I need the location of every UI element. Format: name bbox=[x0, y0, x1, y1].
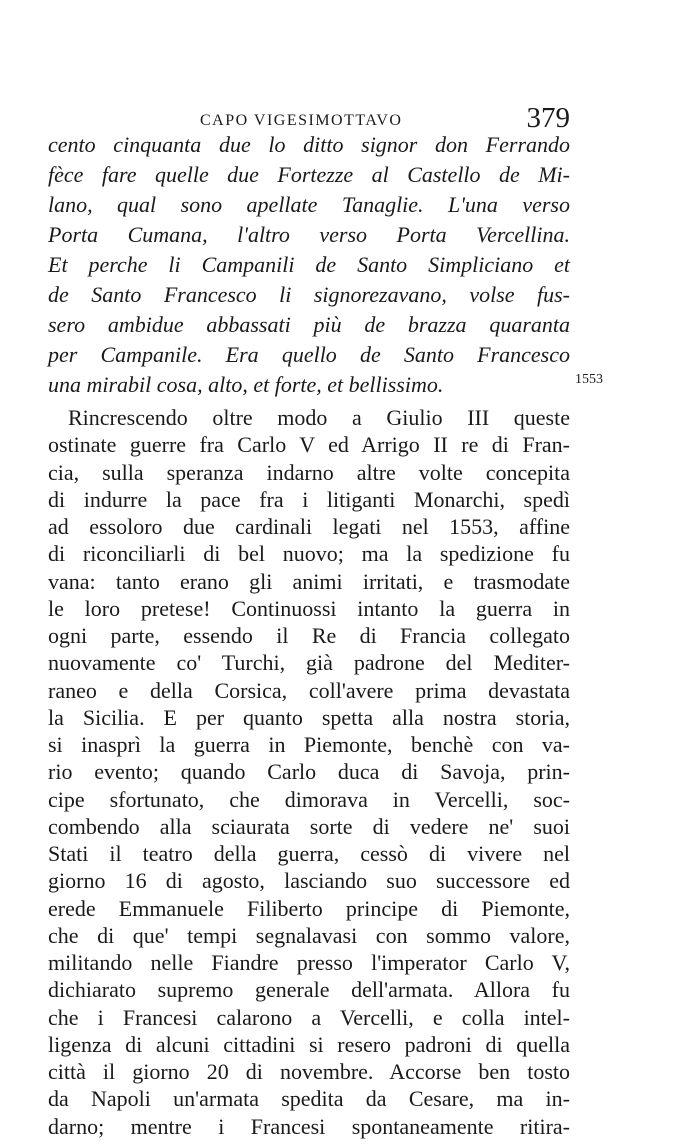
text-line: le loro pretese! Continuossi intanto la guerra in bbox=[48, 595, 570, 621]
text-line: una mirabil cosa, alto, et forte, et bellissimo. bbox=[48, 372, 444, 397]
text-line: ligenza di alcuni cittadini si resero padroni di quella bbox=[48, 1031, 570, 1057]
text-line: dichiarato supremo generale dell'armata. Allora fu bbox=[48, 977, 570, 1003]
text-line: di riconciliarli di bel nuovo; ma la spedizione fu bbox=[48, 541, 570, 567]
text-line: rio evento; quando Carlo duca di Savoja, prin- bbox=[48, 759, 570, 785]
text-line: lano, qual sono apellate Tanaglie. L'una verso bbox=[48, 192, 570, 217]
text-line: che i Francesi calarono a Vercelli, e colla intel- bbox=[48, 1004, 570, 1030]
text-line: Et perche li Campanili de Santo Simpliciano et bbox=[48, 252, 570, 277]
text-line: de Santo Francesco li signorezavano, volse fus- bbox=[48, 282, 570, 307]
text-line: per Campanile. Era quello de Santo Francesco bbox=[48, 342, 570, 367]
text-line: cento cinquanta due lo ditto signor don Ferrando bbox=[48, 132, 570, 157]
text-line: ogni parte, essendo il Re di Francia collegato bbox=[48, 623, 570, 649]
text-line: giorno 16 di agosto, lasciando suo successore ed bbox=[48, 868, 570, 894]
text-line: cia, sulla speranza indarno altre volte concepita bbox=[48, 459, 570, 485]
text-line: erede Emmanuele Filiberto principe di Piemonte, bbox=[48, 895, 570, 921]
text-line: vana: tanto erano gli animi irritati, e trasmodate bbox=[48, 568, 570, 594]
text-line: che di que' tempi segnalavasi con sommo valore, bbox=[48, 922, 570, 948]
text-line: Porta Cumana, l'altro verso Porta Vercellina. bbox=[48, 222, 570, 247]
text-line: ostinate guerre fra Carlo V ed Arrigo II re di Fran- bbox=[48, 432, 570, 458]
text-line: si inasprì la guerra in Piemonte, benchè con va- bbox=[48, 732, 570, 758]
running-title: CAPO VIGESIMOTTAVO bbox=[200, 112, 403, 129]
text-line: ad essoloro due cardinali legati nel 1553, affine bbox=[48, 514, 570, 540]
text-line: combendo alla sciaurata sorte di vedere ne' suoi bbox=[48, 813, 570, 839]
margin-year-note: 1553 bbox=[575, 372, 603, 387]
page-number: 379 bbox=[526, 102, 570, 134]
text-line: da Napoli un'armata spedita da Cesare, ma in- bbox=[48, 1086, 570, 1112]
text-line: fèce fare quelle due Fortezze al Castello de Mi- bbox=[48, 162, 570, 187]
text-line: sero ambidue abbassati più de brazza quaranta bbox=[48, 312, 570, 337]
text-line: città il giorno 20 di novembre. Accorse ben tosto bbox=[48, 1059, 570, 1085]
text-line: darno; mentre i Francesi spontaneamente ritira- bbox=[48, 1113, 570, 1139]
text-line: Stati il teatro della guerra, cessò di vivere nel bbox=[48, 841, 570, 867]
text-line: la Sicilia. E per quanto spetta alla nostra storia, bbox=[48, 704, 570, 730]
text-line: militando nelle Fiandre presso l'imperator Carlo V, bbox=[48, 950, 570, 976]
text-line: nuovamente co' Turchi, già padrone del Mediter- bbox=[48, 650, 570, 676]
text-line: cipe sfortunato, che dimorava in Vercelli, soc- bbox=[48, 786, 570, 812]
text-line: di indurre la pace fra i litiganti Monarchi, spedì bbox=[48, 486, 570, 512]
text-line: Rincrescendo oltre modo a Giulio III queste bbox=[68, 405, 570, 430]
text-line: raneo e della Corsica, coll'avere prima devastata bbox=[48, 677, 570, 703]
